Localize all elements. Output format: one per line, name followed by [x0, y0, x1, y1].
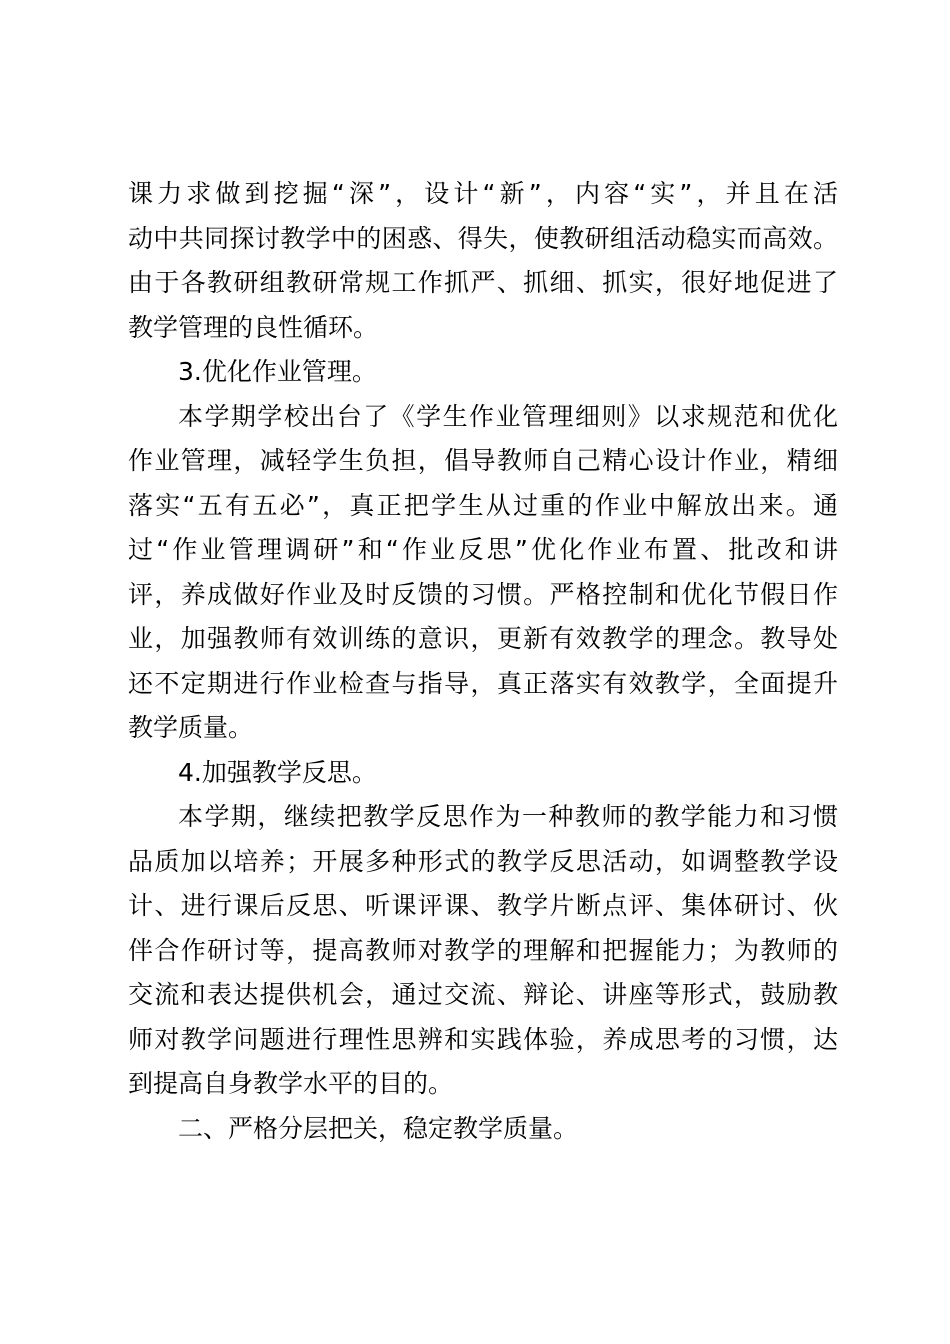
- text-line: 到提高自身教学水平的目的。: [128, 1069, 454, 1098]
- text-line: 过“作业管理调研”和“作业反思”优化作业布置、批改和讲: [128, 535, 838, 564]
- text-line: 计、进行课后反思、听课评课、教学片断点评、集体研讨、伙: [128, 891, 838, 920]
- section-heading-3: 3.优化作业管理。: [178, 357, 377, 386]
- text-line: 评，养成做好作业及时反馈的习惯。严格控制和优化节假日作: [128, 579, 838, 609]
- text-line: 教学管理的良性循环。: [128, 312, 379, 342]
- text-line: 还不定期进行作业检查与指导，真正落实有效教学，全面提升: [128, 668, 838, 698]
- text-line: 落实“五有五必”，真正把学生从过重的作业中解放出来。通: [128, 490, 838, 520]
- text-line: 本学期，继续把教学反思作为一种教师的教学能力和习惯: [178, 802, 838, 831]
- text-line: 师对教学问题进行理性思辨和实践体验，养成思考的习惯，达: [128, 1024, 838, 1054]
- section-heading-2: 二、严格分层把关，稳定教学质量。: [178, 1113, 579, 1143]
- document-body: [128, 172, 838, 1151]
- text-line: 课力求做到挖掘“深”，设计“新”，内容“实”，并且在活: [128, 179, 838, 208]
- text-line: 伴合作研讨等，提高教师对教学的理解和把握能力；为教师的: [128, 935, 838, 965]
- text-line: 由于各教研组教研常规工作抓严、抓细、抓实，很好地促进了: [128, 268, 838, 297]
- text-line: 作业管理，减轻学生负担，倡导教师自己精心设计作业，精细: [128, 446, 838, 475]
- text-line: 交流和表达提供机会，通过交流、辩论、讲座等形式，鼓励教: [128, 980, 838, 1009]
- text-line: 本学期学校出台了《学生作业管理细则》以求规范和优化: [178, 401, 838, 431]
- text-line: 教学质量。: [128, 713, 254, 742]
- section-heading-4: 4.加强教学反思。: [178, 757, 377, 787]
- text-line: 品质加以培养；开展多种形式的教学反思活动，如调整教学设: [128, 846, 838, 876]
- text-line: 业，加强教师有效训练的意识，更新有效教学的理念。教导处: [128, 624, 838, 653]
- text-line: 动中共同探讨教学中的困惑、得失，使教研组活动稳实而高效。: [128, 223, 838, 253]
